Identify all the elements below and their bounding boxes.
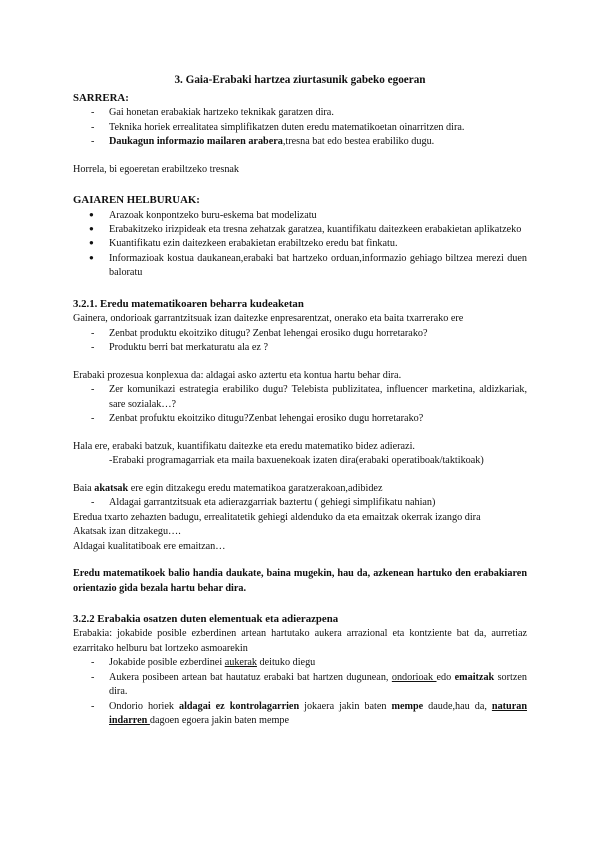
list-item — [73, 700, 527, 729]
paragraph: Aldagai kualitatiboak ere emaitzan… — [73, 540, 226, 552]
text: deituko diegu — [256, 657, 316, 669]
list-item: ● Informazioak kostua daukanean,erabaki bat hartzeko orduan,informazio gehiago biltzea merezi duen baloratu — [73, 252, 527, 281]
text: Aukera posibeen artean bat hautatuz erabaki bat hartzen dugunean, — [109, 671, 392, 683]
helburuak-list — [73, 209, 527, 281]
question-list — [73, 327, 527, 356]
text: Jokabide posible ezberdinei — [109, 657, 225, 669]
bold-text: akatsak — [94, 482, 129, 494]
list-item — [73, 135, 527, 149]
text: Ondorio horiek — [109, 700, 179, 712]
paragraph: Horrela, bi egoeretan erabiltzeko tresnak — [73, 163, 240, 175]
elements-list — [73, 656, 527, 728]
paragraph: Hala ere, erabaki batzuk, kuantifikatu daitezke eta eredu matematiko bidez adierazi. — [73, 440, 415, 452]
list-item: ● Arazoak konpontzeko buru-eskema bat modelizatu — [73, 209, 527, 223]
list-item: - Zenbat produktu ekoitziko ditugu? Zenbat lehengai erosiko dugu horretarako? — [73, 327, 527, 341]
error-list — [73, 496, 527, 510]
list-item: ● Erabakitzeko irizpideak eta tresna zehatzak garatzea, kuantifikatu daitezkeen erabakietan aplikatzeko — [73, 223, 527, 237]
list-item: - Aldagai garrantzitsuak eta adierazgarriak baztertu ( gehiegi simplifikatu nahian) — [73, 496, 527, 510]
underlined-text: ondorioak — [391, 671, 437, 683]
text: jokaera jakin baten — [299, 700, 392, 712]
paragraph: Akatsak izan ditzakegu…. — [73, 526, 181, 538]
text: ere egin ditzakegu eredu matematikoa garatzerakoan,adibidez — [128, 482, 383, 494]
helburuak-heading: GAIAREN HELBURUAK: — [73, 194, 200, 207]
list-item: - Zer komunikazi estrategia erabiliko dugu? Telebista publizitatea, influencer marketina, aldizkariak, sare sozialak…? — [73, 383, 527, 412]
text: ,tresna bat edo bestea erabiliko dugu. — [282, 136, 435, 148]
list-item: - Zenbat profuktu ekoitziko ditugu?Zenbat lehengai erosiko dugu horretarako? — [73, 412, 527, 426]
question-list — [73, 383, 527, 426]
paragraph: Erabaki prozesua konplexua da: aldagai asko aztertu eta kontua hartu behar dira. — [73, 369, 402, 381]
paragraph: -Erabaki programagarriak eta maila baxuenekoak izaten dira(erabaki operatiboak/taktikoak) — [109, 455, 484, 467]
list-item: - Gai honetan erabakiak hartzeko teknikak garatzen dira. — [73, 106, 527, 120]
paragraph: Gainera, ondorioak garrantzitsuak izan daitezke enpresarentzat, onerako eta baita txarrerako ere — [73, 313, 464, 325]
sarrera-heading: SARRERA: — [73, 91, 129, 104]
sarrera-list — [73, 106, 527, 149]
list-item: - Teknika horiek errealitatea simplifikatzen duten eredu matematikoetan oinarritzen dira. — [73, 121, 527, 135]
page-title: 3. Gaia-Erabaki hartzea ziurtasunik gabeko egoeran — [174, 74, 426, 86]
bold-text: Daukagun informazio mailaren arabera — [109, 136, 283, 148]
list-item — [73, 671, 527, 700]
section-321-heading: 3.2.1. Eredu matematikoaren beharra kudeaketan — [73, 297, 304, 310]
underlined-text: aukerak — [224, 657, 257, 669]
list-item — [73, 656, 527, 670]
bold-underlined-text: naturan indarren — [109, 700, 528, 727]
text: sortzen dira. — [109, 671, 527, 698]
text: Baia — [73, 482, 95, 494]
summary-paragraph: Eredu matematikoek balio handia daukate, baina mugekin, hau da, azkenean hartuko den erabakiaren orientazio gida bezala hartu behar dira. — [73, 568, 527, 594]
bold-text: aldagai ez kontrolagarrien — [178, 700, 300, 712]
list-item: ● Kuantifikatu ezin daitezkeen erabakietan erabiltzeko eredu bat finkatu. — [73, 237, 527, 251]
text: edo — [436, 671, 455, 683]
text: dagoen egoera jakin baten mempe — [149, 715, 290, 727]
paragraph: Erabakia: jokabide posible ezberdinen artean hartutako aukera arrazional eta kontziente bat da, aurretiaz ezarritako helburu bat lortzeko asmoarekin — [73, 628, 527, 654]
section-322-heading: 3.2.2 Erabakia osatzen duten elementuak eta adierazpena — [73, 613, 339, 625]
paragraph: Eredua txarto zehazten badugu, errealitatetik gehiegi aldenduko da eta emaitzak okerrak izango dira — [73, 511, 481, 523]
text: daude,hau da, — [423, 700, 492, 712]
paragraph — [73, 482, 527, 496]
bold-text: mempe — [391, 700, 424, 712]
list-item: - Produktu berri bat merkaturatu ala ez ? — [73, 341, 527, 355]
bold-text: emaitzak — [454, 671, 495, 683]
